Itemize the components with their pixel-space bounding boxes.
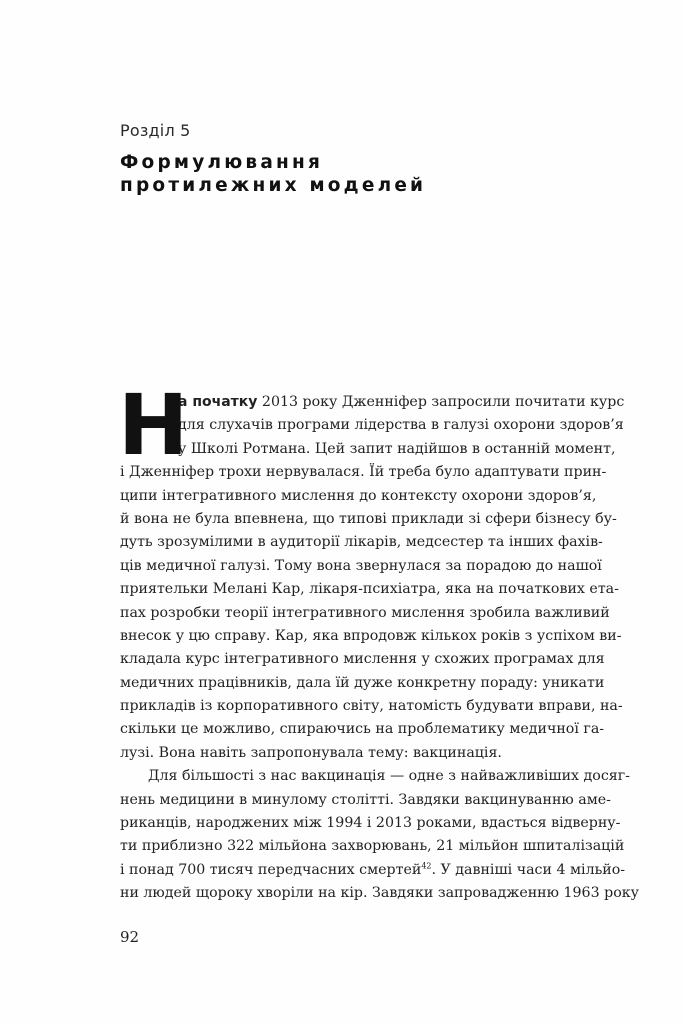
text-line: приятельки Мелані Кар, лікаря-психіатра, яка на початкових ета- [120, 581, 619, 598]
text-line: медичних працівників, дала їй дуже конкретну пораду: уникати [120, 674, 605, 691]
text-line: для слухачів програми лідерства в галузі охорони здоров’я [178, 417, 624, 434]
text-line: скільки це можливо, спираючись на проблематику медичної га- [120, 721, 605, 738]
text-line: лузі. Вона навіть запропонувала тему: вакцинація. [120, 744, 502, 761]
text-line: дуть зрозумілими в аудиторії лікарів, медсестер та інших фахів- [120, 534, 603, 551]
chapter-title [120, 148, 426, 195]
text-line: Для більшості з нас вакцинація — одне з найважливіших досяг- [148, 768, 630, 785]
text-line: ни людей щороку хворіли на кір. Завдяки запровадженню 1963 року [120, 885, 639, 902]
chapter-label: Розділ 5 [120, 121, 191, 140]
drop-cap: Н [118, 376, 189, 474]
text-line: ців медичної галузі. Тому вона звернулася за порадою до нашої [120, 557, 602, 574]
text-line: кладала курс інтегративного мислення у схожих програмах для [120, 651, 605, 668]
text-line: ти приблизно 322 мільйона захворювань, 21 мільйон шпиталізацій [120, 838, 625, 855]
text-line: внесок у цю справу. Кар, яка впродовж кількох років з успіхом ви- [120, 627, 622, 644]
text-line: а початку 2013 року Дженніфер запросили почитати курс [178, 394, 625, 410]
lead-in-bold: а початку [178, 394, 258, 410]
text-line: ципи інтегративного мислення до контексту охорони здоров’я, [120, 487, 597, 504]
text-line: і понад 700 тисяч передчасних смертей$^{42}$. У давніші часи 4 мільйо- [120, 861, 626, 878]
text-line: й вона не була впевнена, що типові приклади зі сфери бізнесу бу- [120, 510, 617, 527]
body-text [118, 376, 639, 906]
text-line: пах розробки теорії інтегративного мислення зробила важливий [120, 604, 610, 621]
text-line: і Дженніфер трохи нервувалася. Їй треба було адаптувати прин- [120, 464, 607, 481]
second-paragraph [120, 765, 639, 905]
text-line: риканців, народжених між 1994 і 2013 роками, вдасться відверну- [120, 815, 621, 832]
footnote-reference[interactable]: 42 [421, 861, 432, 871]
page-number: 92 [120, 928, 140, 946]
text-line: у Школі Ротмана. Цей запит надійшов в останній момент, [178, 440, 616, 457]
first-paragraph [118, 376, 625, 765]
chapter-title-line-1: Формулювання [120, 152, 324, 173]
chapter-title-line-2: протилежних моделей [120, 175, 427, 197]
text-line: нень медицини в минулому столітті. Завдяки вакцинуванню аме- [120, 791, 611, 808]
text-line: прикладів із корпоративного світу, натомість будувати вправи, на- [120, 698, 623, 715]
